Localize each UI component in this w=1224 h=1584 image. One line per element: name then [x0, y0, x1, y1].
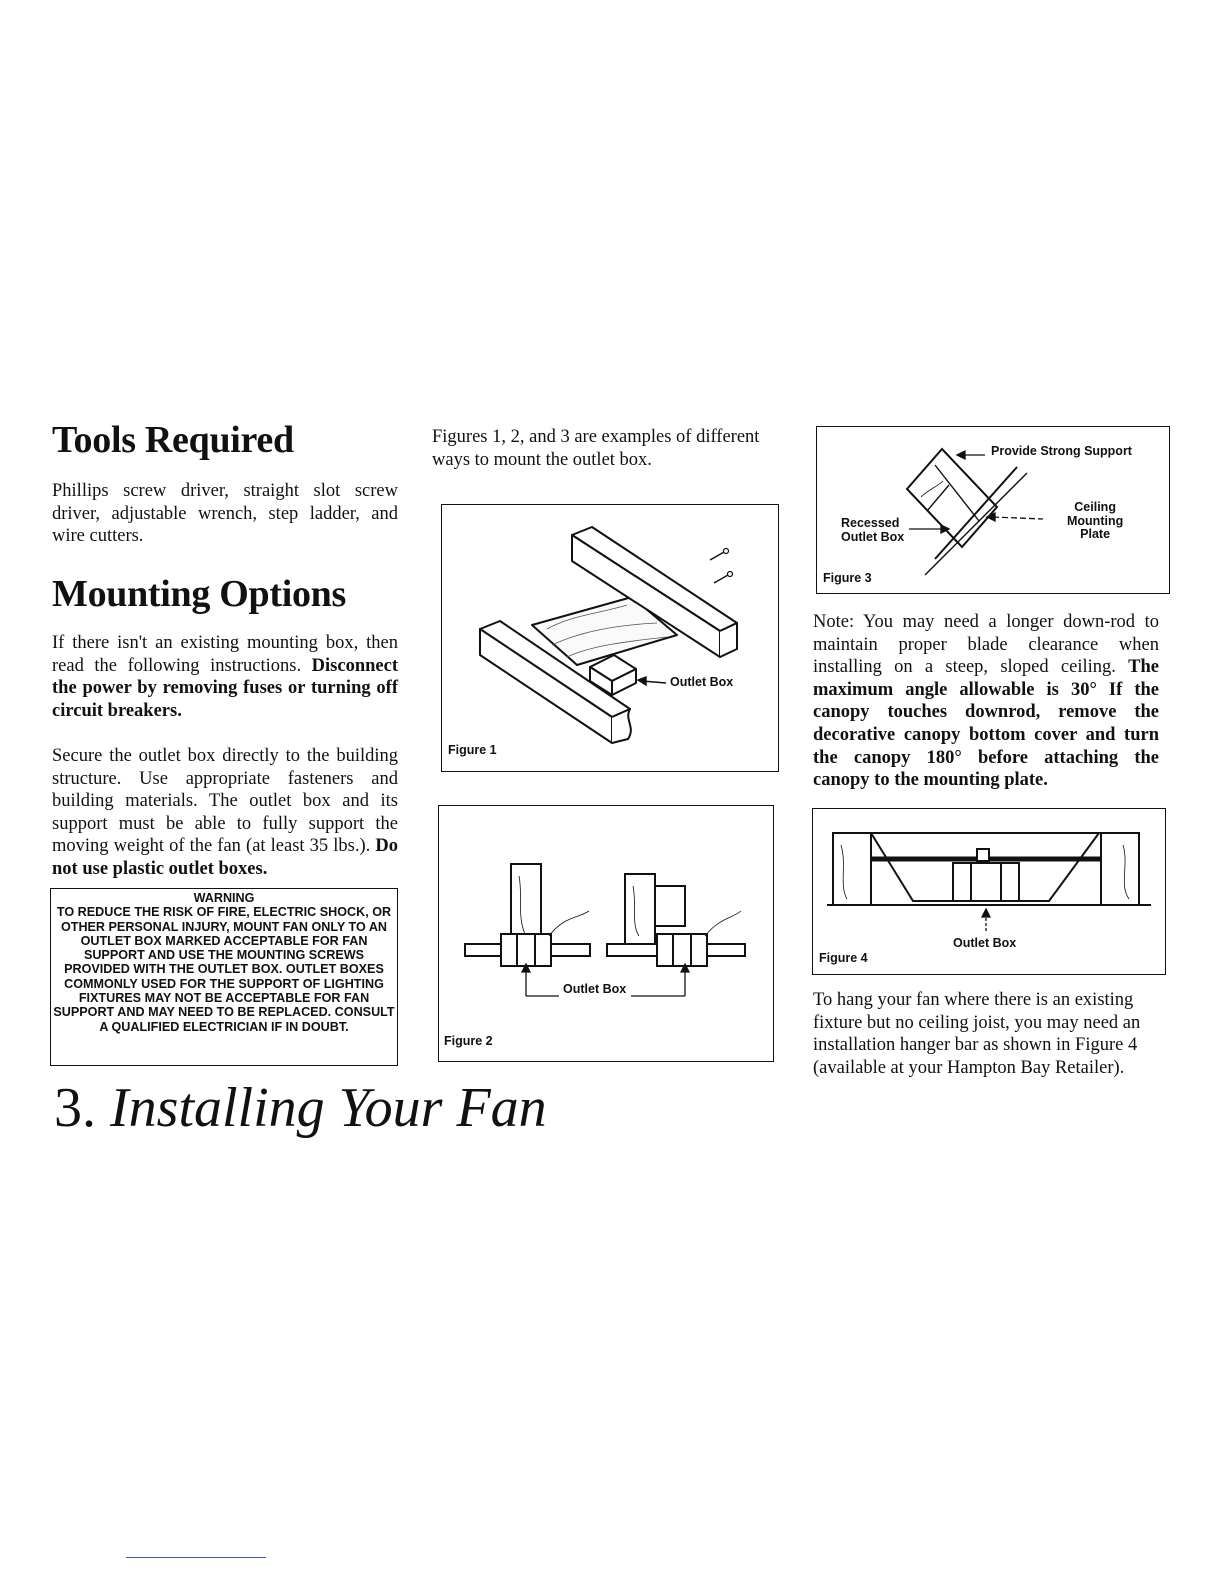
- chapter-title: [54, 1068, 547, 1148]
- warning-text: TO REDUCE THE RISK OF FIRE, ELECTRIC SHOCK, OR OTHER PERSONAL INJURY, MOUNT FAN ONLY TO AN OUTLET BOX MARKED ACCEPTABLE FOR FAN SUPPORT AND USE THE MOUNTING SCREWS PROVIDED WITH THE OUTLET BOX. OUTLET BOXES COMMONLY USED FOR THE SUPPORT OF LIGHTING FIXTURES MAY NOT BE ACCEPTABLE FOR FAN SUPPORT AND MAY NEED TO BE REPLACED. CONSULT A QUALIFIED ELECTRICIAN IF IN DOUBT.: [53, 905, 395, 1034]
- figure-2-label: Figure 2: [444, 1034, 493, 1048]
- warning-box: [50, 888, 398, 1066]
- figure-3-recessed-callout: [841, 517, 904, 544]
- disconnect-power-warning: Disconnect the power by removing fuses or turning off circuit breakers.: [52, 655, 398, 721]
- figure-4-panel: [812, 808, 1166, 975]
- tools-required-heading: Tools Required: [52, 419, 294, 461]
- figure-3-label: Figure 3: [823, 571, 872, 585]
- figure-2-illustration: [439, 806, 773, 1061]
- secure-outlet-text: Secure the outlet box directly to the building structure. Use appropriate fasteners and building materials. The outlet box and its support must be able to fully support the moving weight of the fan (at least 35 lbs.).: [52, 746, 398, 857]
- figure-1-outlet-box-callout: Outlet Box: [670, 675, 734, 689]
- note-paragraph: [813, 611, 1159, 792]
- figure-2-outlet-box-callout: Outlet Box: [563, 982, 627, 996]
- note-bold-text: The maximum angle allowable is 30° If the canopy touches downrod, remove the decorative canopy bottom cover and turn the canopy 180° before attaching the canopy to the mounting plate.: [813, 657, 1159, 791]
- no-plastic-boxes-warning: Do not use plastic outlet boxes.: [52, 836, 398, 879]
- figure-3-support-callout: Provide Strong Support: [991, 444, 1132, 458]
- warning-title: WARNING: [193, 891, 255, 905]
- mounting-options-heading: Mounting Options: [52, 573, 347, 615]
- figure-1-label: Figure 1: [448, 743, 497, 757]
- figure-3-plate-line-3: Plate: [1080, 527, 1111, 541]
- mounting-instructions-paragraph: [52, 632, 398, 722]
- figure-1-illustration: [442, 505, 778, 771]
- footer-rule: [126, 1557, 266, 1558]
- figure-3-plate-callout: [1067, 501, 1123, 542]
- chapter-number: 3.: [54, 1077, 96, 1139]
- figure-3-plate-line-2: Mounting: [1067, 513, 1124, 528]
- figure-2-panel: [438, 805, 774, 1062]
- secure-outlet-paragraph: [52, 745, 398, 881]
- note-text: Note: You may need a longer down-rod to maintain proper blade clearance when installing on a steep, sloped ceiling.: [813, 612, 1159, 678]
- figure-4-label: Figure 4: [819, 951, 868, 965]
- figures-intro-text: Figures 1, 2, and 3 are examples of different ways to mount the outlet box.: [432, 427, 760, 470]
- figure-3-recessed-line-1: Recessed: [841, 516, 900, 530]
- figure-3-plate-line-1: Ceiling: [1074, 500, 1116, 514]
- tools-required-text: Phillips screw driver, straight slot screw driver, adjustable wrench, step ladder, and wire cutters.: [52, 481, 398, 547]
- figure-1-panel: [441, 504, 779, 772]
- figure-4-outlet-box-callout: Outlet Box: [953, 936, 1017, 950]
- figure-3-panel: [816, 426, 1170, 594]
- mounting-instructions-text: If there isn't an existing mounting box, then read the following instructions.: [52, 633, 398, 676]
- figure-3-recessed-line-2: Outlet Box: [841, 529, 905, 544]
- hanger-bar-paragraph: To hang your fan where there is an existing fixture but no ceiling joist, you may need an installation hanger bar as shown in Figure 4 (available at your Hampton Bay Retailer).: [813, 990, 1141, 1078]
- chapter-title-text: Installing Your Fan: [110, 1077, 547, 1139]
